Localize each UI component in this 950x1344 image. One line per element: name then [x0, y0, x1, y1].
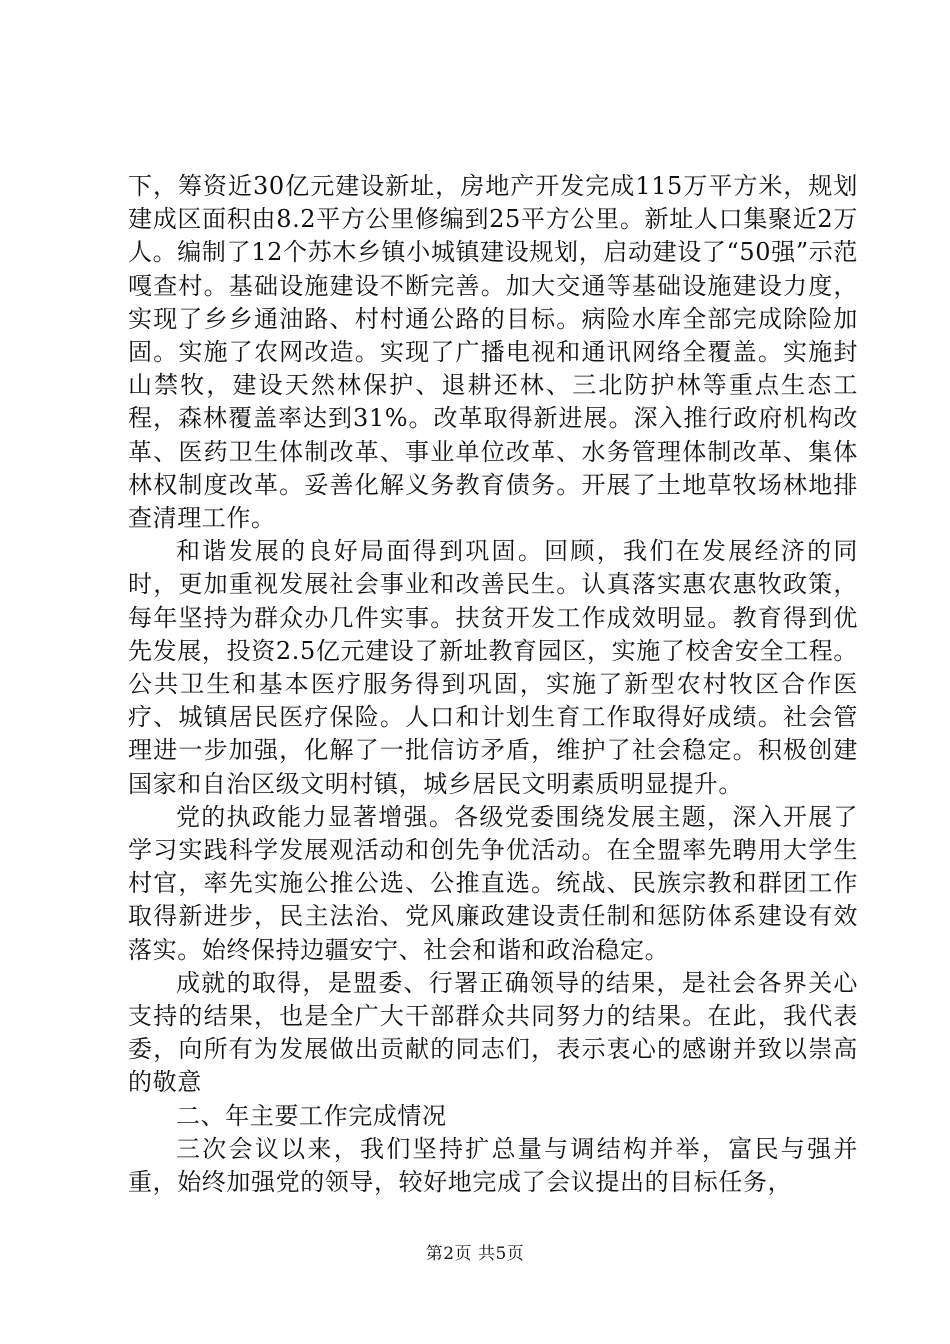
section-heading: 二、年主要工作完成情况: [176, 1101, 447, 1130]
page-number-footer: 第2页 共5页: [425, 1244, 525, 1264]
document-body: [128, 170, 858, 1199]
paragraph-continuation: 下，筹资近30亿元建设新址，房地产开发完成115万平方米，规划建成区面积由8.2平方公里修编到25平方公里。新址人口集聚近2万人。编制了12个苏木乡镇小城镇建设规划，启动建设了“50强”示范嘎查村。基础设施建设不断完善。加大交通等基础设施建设力度，实现了乡乡通油路、村村通公路的目标。病险水库全部完成除险加固。实施了农网改造。实现了广播电视和通讯网络全覆盖。实施封山禁牧，建设天然林保护、退耕还林、三北防护林等重点生态工程，森林覆盖率达到31%。改革取得新进展。深入推行政府机构改革、医药卫生体制改革、事业单位改革、水务管理体制改革、集体林权制度改革。妥善化解义务教育债务。开展了土地草牧场林地排查清理工作。: [128, 172, 858, 533]
paragraph-achievements-thanks: 成就的取得，是盟委、行署正确领导的结果，是社会各界关心支持的结果，也是全广大干部群众共同努力的结果。在此，我代表委，向所有为发展做出贡献的同志们，表示衷心的感谢并致以崇高的敬意: [128, 968, 858, 1097]
paragraph-meeting-summary: 三次会议以来，我们坚持扩总量与调结构并举，富民与强并重，始终加强党的领导，较好地完成了会议提出的目标任务，: [128, 1134, 858, 1197]
paragraph-harmonious-development: 和谐发展的良好局面得到巩固。回顾，我们在发展经济的同时，更加重视发展社会事业和改善民生。认真落实惠农惠牧政策，每年坚持为群众办几件实事。扶贫开发工作成效明显。教育得到优先发展，投资2.5亿元建设了新址教育园区，实施了校舍安全工程。公共卫生和基本医疗服务得到巩固，实施了新型农村牧区合作医疗、城镇居民医疗保险。人口和计划生育工作取得好成绩。社会管理进一步加强，化解了一批信访矛盾，维护了社会稳定。积极创建国家和自治区级文明村镇，城乡居民文明素质明显提升。: [128, 537, 858, 798]
paragraph-party-governance: 党的执政能力显著增强。各级党委围绕发展主题，深入开展了学习实践科学发展观活动和创先争优活动。在全盟率先聘用大学生村官，率先实施公推公选、公推直选。统战、民族宗教和群团工作取得新进步，民主法治、党风廉政建设责任制和惩防体系建设有效落实。始终保持边疆安宁、社会和谐和政治稳定。: [128, 802, 858, 964]
